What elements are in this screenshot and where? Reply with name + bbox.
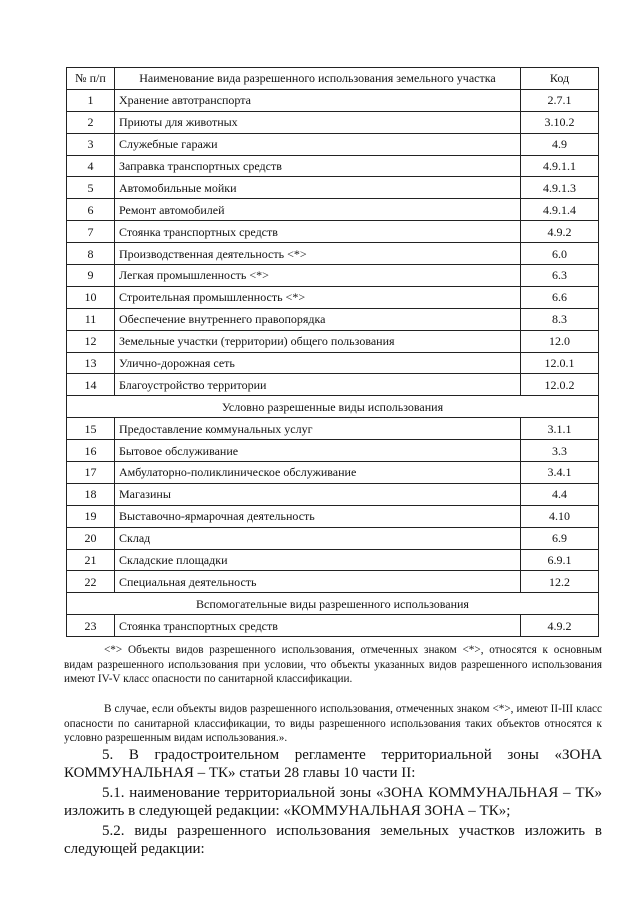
row-code: 12.0.2 xyxy=(521,374,599,396)
main-uses-group xyxy=(67,89,599,395)
row-name: Магазины xyxy=(115,483,521,505)
row-name: Строительная промышленность <*> xyxy=(115,286,521,308)
row-number: 9 xyxy=(67,265,115,287)
conditional-section xyxy=(67,396,599,418)
row-code: 4.9 xyxy=(521,133,599,155)
row-number: 22 xyxy=(67,571,115,593)
row-number: 21 xyxy=(67,549,115,571)
row-name: Приюты для животных xyxy=(115,111,521,133)
row-code: 4.9.1.3 xyxy=(521,177,599,199)
row-name: Обеспечение внутреннего правопорядка xyxy=(115,308,521,330)
row-code: 8.3 xyxy=(521,308,599,330)
row-name: Склад xyxy=(115,527,521,549)
table-row xyxy=(67,440,599,462)
row-code: 3.4.1 xyxy=(521,462,599,484)
row-code: 12.0.1 xyxy=(521,352,599,374)
row-name: Стоянка транспортных средств xyxy=(115,221,521,243)
header-number: № п/п xyxy=(67,68,115,90)
row-name: Легкая промышленность <*> xyxy=(115,265,521,287)
row-code: 4.9.2 xyxy=(521,615,599,637)
row-name: Служебные гаражи xyxy=(115,133,521,155)
row-code: 3.1.1 xyxy=(521,418,599,440)
table-row xyxy=(67,549,599,571)
row-code: 6.9.1 xyxy=(521,549,599,571)
table-row xyxy=(67,615,599,637)
paragraph-5 xyxy=(64,747,602,782)
row-number: 8 xyxy=(67,243,115,265)
paragraph-5-1-text: 5.1. наименование территориальной зоны «ЗОНА КОММУНАЛЬНАЯ – ТК» изложить в следующей редакции: «КОММУНАЛЬНАЯ ЗОНА – ТК»; xyxy=(64,785,602,819)
row-name: Ремонт автомобилей xyxy=(115,199,521,221)
row-number: 11 xyxy=(67,308,115,330)
row-code: 4.9.1.4 xyxy=(521,199,599,221)
row-number: 3 xyxy=(67,133,115,155)
paragraph-5-text: 5. В градостроительном регламенте территориальной зоны «ЗОНА КОММУНАЛЬНАЯ – ТК» статьи 28 главы 10 части II: xyxy=(64,747,602,781)
row-code: 6.0 xyxy=(521,243,599,265)
table-row xyxy=(67,177,599,199)
row-number: 14 xyxy=(67,374,115,396)
table-row xyxy=(67,89,599,111)
table-row xyxy=(67,265,599,287)
row-code: 4.4 xyxy=(521,483,599,505)
table-row xyxy=(67,483,599,505)
table-row xyxy=(67,505,599,527)
row-number: 2 xyxy=(67,111,115,133)
row-number: 13 xyxy=(67,352,115,374)
row-number: 19 xyxy=(67,505,115,527)
row-number: 15 xyxy=(67,418,115,440)
table-row xyxy=(67,374,599,396)
header-code: Код xyxy=(521,68,599,90)
note-paragraph xyxy=(64,702,602,746)
row-name: Амбулаторно-поликлиническое обслуживание xyxy=(115,462,521,484)
section-row xyxy=(67,593,599,615)
row-code: 3.10.2 xyxy=(521,111,599,133)
note-text: В случае, если объекты видов разрешенного использования, отмеченных знаком <*>, имеют II-III класс опасности по санитарной классификации, то виды разрешенного использования таких объектов относятся к условно разрешенным видам использования.». xyxy=(64,703,602,745)
land-use-table xyxy=(66,67,599,637)
footnote-paragraph xyxy=(64,643,602,687)
row-number: 17 xyxy=(67,462,115,484)
row-code: 12.2 xyxy=(521,571,599,593)
row-name: Благоустройство территории xyxy=(115,374,521,396)
row-name: Автомобильные мойки xyxy=(115,177,521,199)
row-code: 4.9.1.1 xyxy=(521,155,599,177)
table-header-row xyxy=(67,68,599,90)
row-name: Стоянка транспортных средств xyxy=(115,615,521,637)
row-name: Бытовое обслуживание xyxy=(115,440,521,462)
table-row xyxy=(67,199,599,221)
paragraph-5-2 xyxy=(64,823,602,858)
table-row xyxy=(67,352,599,374)
table-row xyxy=(67,527,599,549)
row-name: Предоставление коммунальных услуг xyxy=(115,418,521,440)
row-code: 6.3 xyxy=(521,265,599,287)
auxiliary-uses-group xyxy=(67,615,599,637)
row-number: 16 xyxy=(67,440,115,462)
auxiliary-section xyxy=(67,593,599,615)
row-number: 1 xyxy=(67,89,115,111)
table-row xyxy=(67,243,599,265)
table-row xyxy=(67,308,599,330)
section-row xyxy=(67,396,599,418)
row-number: 18 xyxy=(67,483,115,505)
conditional-uses-title: Условно разрешенные виды использования xyxy=(67,396,599,418)
row-name: Хранение автотранспорта xyxy=(115,89,521,111)
row-name: Специальная деятельность xyxy=(115,571,521,593)
row-name: Выставочно-ярмарочная деятельность xyxy=(115,505,521,527)
table-row xyxy=(67,111,599,133)
table-row xyxy=(67,286,599,308)
row-number: 10 xyxy=(67,286,115,308)
row-name: Заправка транспортных средств xyxy=(115,155,521,177)
row-code: 2.7.1 xyxy=(521,89,599,111)
row-number: 6 xyxy=(67,199,115,221)
row-number: 5 xyxy=(67,177,115,199)
row-name: Производственная деятельность <*> xyxy=(115,243,521,265)
row-name: Улично-дорожная сеть xyxy=(115,352,521,374)
table-row xyxy=(67,462,599,484)
paragraph-5-2-text: 5.2. виды разрешенного использования земельных участков изложить в следующей редакции: xyxy=(64,823,602,857)
row-code: 4.10 xyxy=(521,505,599,527)
table-row xyxy=(67,155,599,177)
row-code: 12.0 xyxy=(521,330,599,352)
footnote-text: <*> Объекты видов разрешенного использования, отмеченных знаком <*>, относятся к основным видам разрешенного использования при условии, что объекты указанных видов разрешенного использования имеют IV-V класс опасности по санитарной классификации. xyxy=(64,644,602,686)
row-number: 23 xyxy=(67,615,115,637)
row-code: 6.9 xyxy=(521,527,599,549)
row-number: 4 xyxy=(67,155,115,177)
table-row xyxy=(67,330,599,352)
row-number: 7 xyxy=(67,221,115,243)
row-name: Земельные участки (территории) общего пользования xyxy=(115,330,521,352)
table-row xyxy=(67,221,599,243)
conditional-uses-group xyxy=(67,418,599,593)
row-code: 3.3 xyxy=(521,440,599,462)
row-code: 6.6 xyxy=(521,286,599,308)
row-number: 20 xyxy=(67,527,115,549)
row-name: Складские площадки xyxy=(115,549,521,571)
header-name: Наименование вида разрешенного использования земельного участка xyxy=(115,68,521,90)
row-code: 4.9.2 xyxy=(521,221,599,243)
paragraph-5-1 xyxy=(64,785,602,820)
row-number: 12 xyxy=(67,330,115,352)
auxiliary-uses-title: Вспомогательные виды разрешенного использования xyxy=(67,593,599,615)
table-row xyxy=(67,571,599,593)
table-row xyxy=(67,418,599,440)
table-row xyxy=(67,133,599,155)
